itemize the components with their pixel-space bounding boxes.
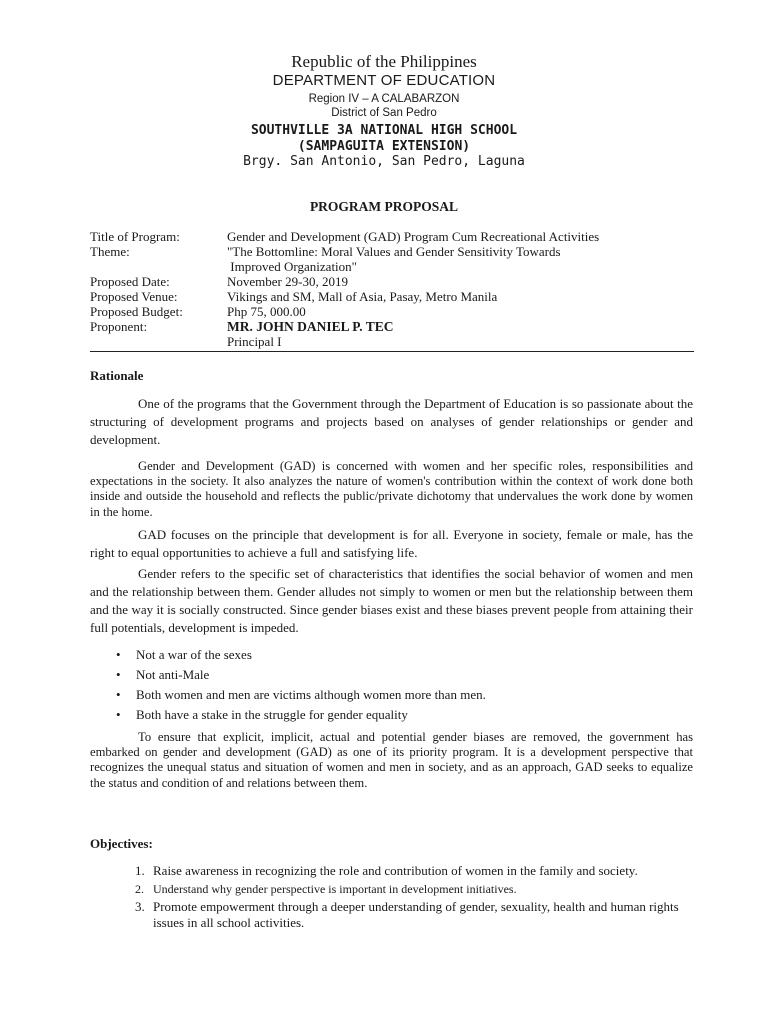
objective-number: 1.: [135, 863, 145, 878]
objective-number: 3.: [135, 899, 145, 914]
list-item: [116, 707, 486, 727]
meta-theme-value-line2: Improved Organization": [227, 259, 357, 274]
meta-theme-value-line1: "The Bottomline: Moral Values and Gender Sensitivity Towards: [227, 244, 561, 259]
header-republic: Republic of the Philippines: [291, 52, 477, 71]
objectives-heading: Objectives:: [90, 836, 153, 851]
meta-budget-label: Proposed Budget:: [90, 304, 183, 319]
gad-bullet-list: [116, 647, 486, 727]
header-school-name: SOUTHVILLE 3A NATIONAL HIGH SCHOOL: [250, 123, 518, 138]
rationale-paragraph-1: One of the programs that the Government through the Department of Education is so passionate about the structuring of development programs and projects based on analyses of gender relationships or gender and development.: [90, 396, 693, 447]
bullet-icon: •: [116, 647, 121, 662]
objectives-list: [135, 863, 695, 933]
header-divider: [90, 351, 694, 352]
bullet-text: Not anti-Male: [136, 667, 210, 682]
meta-proponent-position: Principal I: [227, 334, 282, 349]
meta-title-value: Gender and Development (GAD) Program Cum Recreational Activities: [227, 229, 600, 244]
header-region: Region IV – A CALABARZON: [308, 93, 460, 105]
meta-title-label: Title of Program:: [90, 229, 180, 244]
list-item: [135, 881, 695, 897]
list-item: [135, 863, 695, 879]
bullet-icon: •: [116, 667, 121, 682]
header-address: Brgy. San Antonio, San Pedro, Laguna: [243, 154, 525, 169]
bullet-text: Both have a stake in the struggle for gender equality: [136, 707, 408, 722]
rationale-paragraph-3: GAD focuses on the principle that development is for all. Everyone in society, female or male, has the right to equal opportunities to achieve a full and satisfying life.: [90, 527, 693, 560]
objective-text: Understand why gender perspective is important in development initiatives.: [153, 882, 517, 896]
list-item: [116, 667, 486, 687]
objective-number: 2.: [135, 882, 144, 896]
document-title: PROGRAM PROPOSAL: [309, 199, 459, 214]
meta-budget-value: Php 75, 000.00: [227, 304, 306, 319]
bullet-text: Both women and men are victims although women more than men.: [136, 687, 486, 702]
header-department: DEPARTMENT OF EDUCATION: [272, 72, 496, 89]
rationale-heading: Rationale: [90, 368, 144, 383]
rationale-paragraph-5: To ensure that explicit, implicit, actual and potential gender biases are removed, the government has embarked on gender and development (GAD) as one of its priority program. It is a development perspective that recognizes the unequal status and situation of women and men in society, and as an approach, GAD seeks to equalize the status and condition of and relations between them.: [90, 730, 693, 790]
meta-date-value: November 29-30, 2019: [227, 274, 348, 289]
rationale-paragraph-2: Gender and Development (GAD) is concerned with women and her specific roles, responsibilities and expectations in the society. It also analyzes the nature of women's contribution within the context of work done both inside and outside the household and reflects the public/private dichotomy that undervalues the work done by women in the home.: [90, 459, 693, 519]
meta-date-label: Proposed Date:: [90, 274, 170, 289]
meta-proponent-label: Proponent:: [90, 319, 148, 334]
meta-proponent-name: MR. JOHN DANIEL P. TEC: [227, 319, 394, 334]
list-item: [116, 647, 486, 667]
header-school-extension: (SAMPAGUITA EXTENSION): [297, 139, 471, 154]
bullet-icon: •: [116, 687, 121, 702]
meta-venue-label: Proposed Venue:: [90, 289, 178, 304]
rationale-paragraph-4: Gender refers to the specific set of characteristics that identifies the social behavior of women and men and the relationship between them. Gender alludes not simply to women or men but the relationship between them and the way it is socially constructed. Since gender biases exist and these biases prevent people from attaining their full potentials, development is impeded.: [90, 566, 693, 635]
objective-text: Promote empowerment through a deeper understanding of gender, sexuality, health and human rights issues in all school activities.: [153, 899, 679, 930]
meta-theme-label: Theme:: [90, 244, 130, 259]
objective-text: Raise awareness in recognizing the role and contribution of women in the family and society.: [153, 863, 638, 878]
list-item: [116, 687, 486, 707]
header-district: District of San Pedro: [331, 107, 437, 119]
bullet-text: Not a war of the sexes: [136, 647, 252, 662]
bullet-icon: •: [116, 707, 121, 722]
list-item: [135, 899, 695, 931]
meta-venue-value: Vikings and SM, Mall of Asia, Pasay, Metro Manila: [227, 289, 498, 304]
